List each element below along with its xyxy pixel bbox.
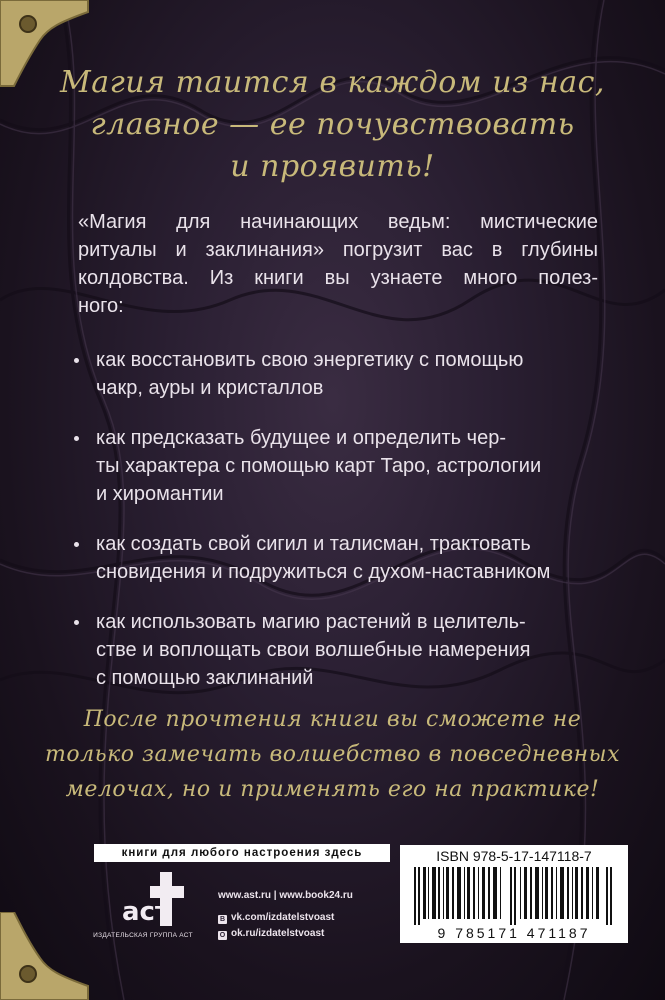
publisher-caption: ИЗДАТЕЛЬСКАЯ ГРУППА АСТ [93,932,193,939]
list-item [62,424,612,508]
tagline-line: главное — ее почувствовать [90,107,575,142]
intro-line: ритуалы и заклинания» погрузит вас в глубины [78,239,598,261]
intro-line: «Магия для начинающих ведьм: мистические [78,211,598,233]
ok-icon: О [219,932,226,939]
publisher-links [218,889,353,943]
bullet-icon [74,620,79,625]
list-item-line: сновидения и подружиться с духом-наставником [96,561,551,583]
closing-line: После прочтения книги вы сможете не [83,707,582,732]
isbn-label: ISBN 978-5-17-147118-7 [436,848,592,864]
list-item [62,530,612,586]
ok-link[interactable]: ok.ru/izdatelstvoast [231,928,325,939]
brass-corner-bottom-left [0,912,92,1000]
barcode-icon [414,867,614,925]
closing-statement [40,702,625,807]
list-item-line: как создать свой сигил и талисман, трактовать [96,533,531,555]
list-item-line: и хиромантии [96,483,224,505]
publisher-logo-text: аст [122,897,171,927]
bullet-icon [74,542,79,547]
list-item [62,346,612,402]
list-item [62,608,612,692]
list-item-line: как использовать магию растений в целитель- [96,611,526,633]
publisher-logo [120,868,188,930]
list-item-line: с помощью заклинаний [96,667,314,689]
tagline [40,62,625,188]
list-item-line: чакр, ауры и кристаллов [96,377,324,399]
vk-link[interactable]: vk.com/izdatelstvoast [231,912,335,923]
vk-icon: В [219,916,226,923]
list-item-line: ты характера с помощью карт Таро, астрологии [96,455,542,477]
tagline-line: и проявить! [230,149,435,184]
list-item-line: стве и воплощать свои волшебные намерения [96,639,531,661]
websites-link[interactable]: www.ast.ru | www.book24.ru [218,890,353,901]
bullet-list [62,346,612,714]
bullet-icon [74,358,79,363]
intro-line: колдовства. Из книги вы узнаете много полез- [78,267,598,289]
closing-line: только замечать волшебство в повседневных [45,742,620,767]
bullet-icon [74,436,79,441]
intro-line: ного: [78,295,124,317]
list-item-line: как предсказать будущее и определить чер- [96,427,506,449]
tagline-line: Магия таится в каждом из нас, [60,65,605,100]
barcode-number: 9 785171 471187 [437,925,591,941]
barcode-panel [400,845,628,943]
slogan-bar: книги для любого настроения здесь [94,844,390,862]
closing-line: мелочах, но и применять его на практике! [65,777,600,802]
intro-paragraph [78,208,598,320]
list-item-line: как восстановить свою энергетику с помощью [96,349,524,371]
